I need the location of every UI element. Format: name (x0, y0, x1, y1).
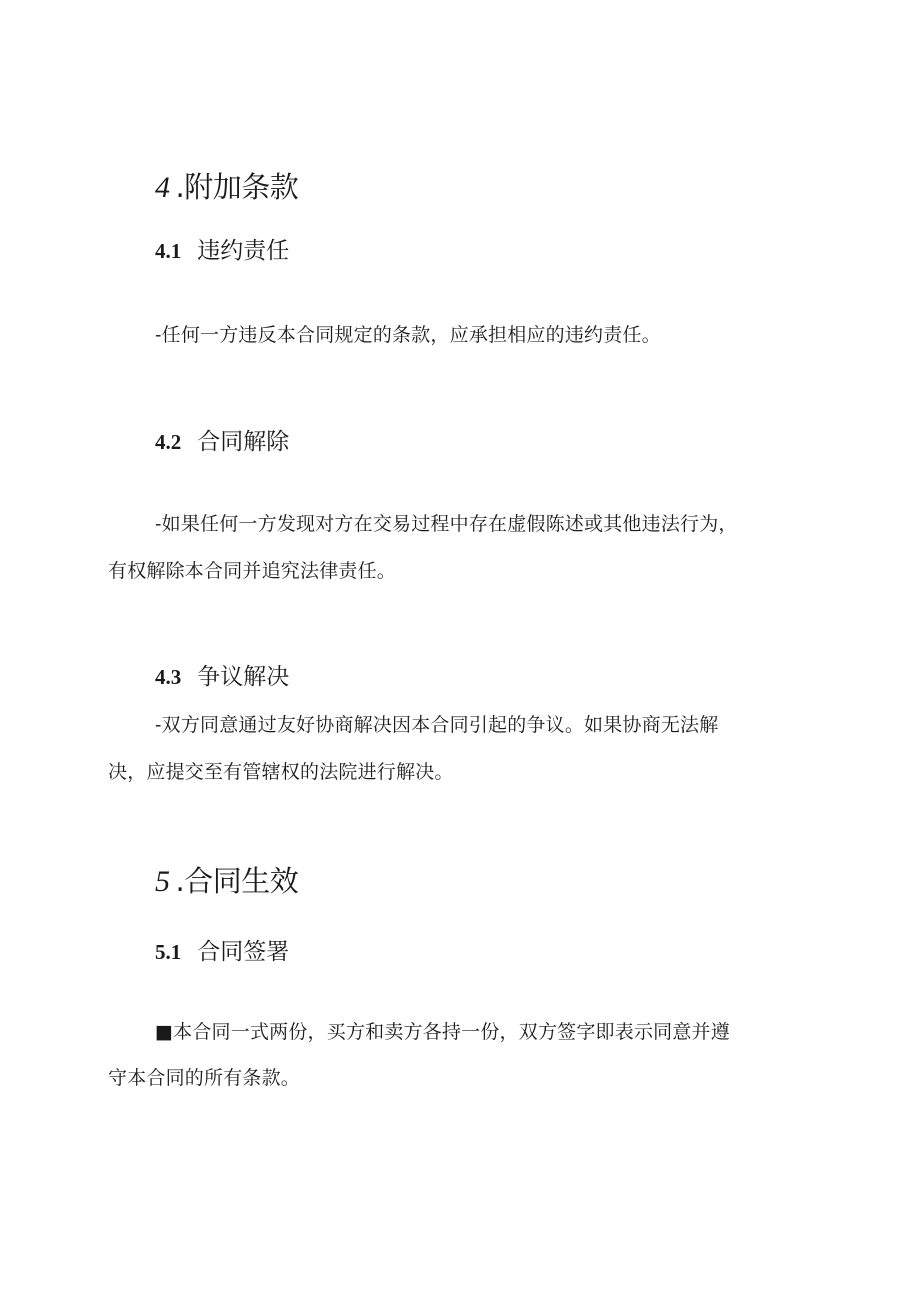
paragraph-line: -如果任何一方发现对方在交易过程中存在虚假陈述或其他违法行为， (155, 513, 738, 535)
subsection-title: 争议解决 (197, 664, 290, 690)
subsection-title: 违约责任 (197, 238, 290, 264)
subsection-4-2-heading (155, 427, 289, 457)
subsection-number: 5.1 (155, 940, 182, 964)
paragraph-line: 有权解除本合同并追究法律责任。 (108, 560, 397, 582)
section-5-heading (155, 863, 298, 900)
section-number: 5 (155, 865, 170, 898)
paragraph-line: 决，应提交至有管辖权的法院进行解决。 (108, 761, 454, 783)
subsection-4-3-heading (155, 662, 289, 692)
subsection-number: 4.2 (155, 430, 182, 454)
subsection-title: 合同签署 (197, 939, 290, 965)
subsection-title: 合同解除 (197, 429, 290, 455)
subsection-5-1-heading (155, 937, 289, 967)
section-title: .合同生效 (175, 864, 299, 898)
paragraph-line: -任何一方违反本合同规定的条款，应承担相应的违约责任。 (155, 324, 661, 346)
subsection-number: 4.3 (155, 665, 182, 689)
section-number: 4 (155, 171, 170, 204)
paragraph-line: 守本合同的所有条款。 (108, 1067, 301, 1089)
paragraph-line: ■本合同一式两份，买方和卖方各持一份，双方签字即表示同意并遵 (155, 1021, 730, 1043)
subsection-4-1-heading (155, 236, 289, 266)
paragraph-line: -双方同意通过友好协商解决因本合同引起的争议。如果协商无法解 (155, 714, 719, 736)
section-title: .附加条款 (175, 170, 299, 204)
subsection-number: 4.1 (155, 239, 182, 263)
section-4-heading (155, 169, 298, 206)
